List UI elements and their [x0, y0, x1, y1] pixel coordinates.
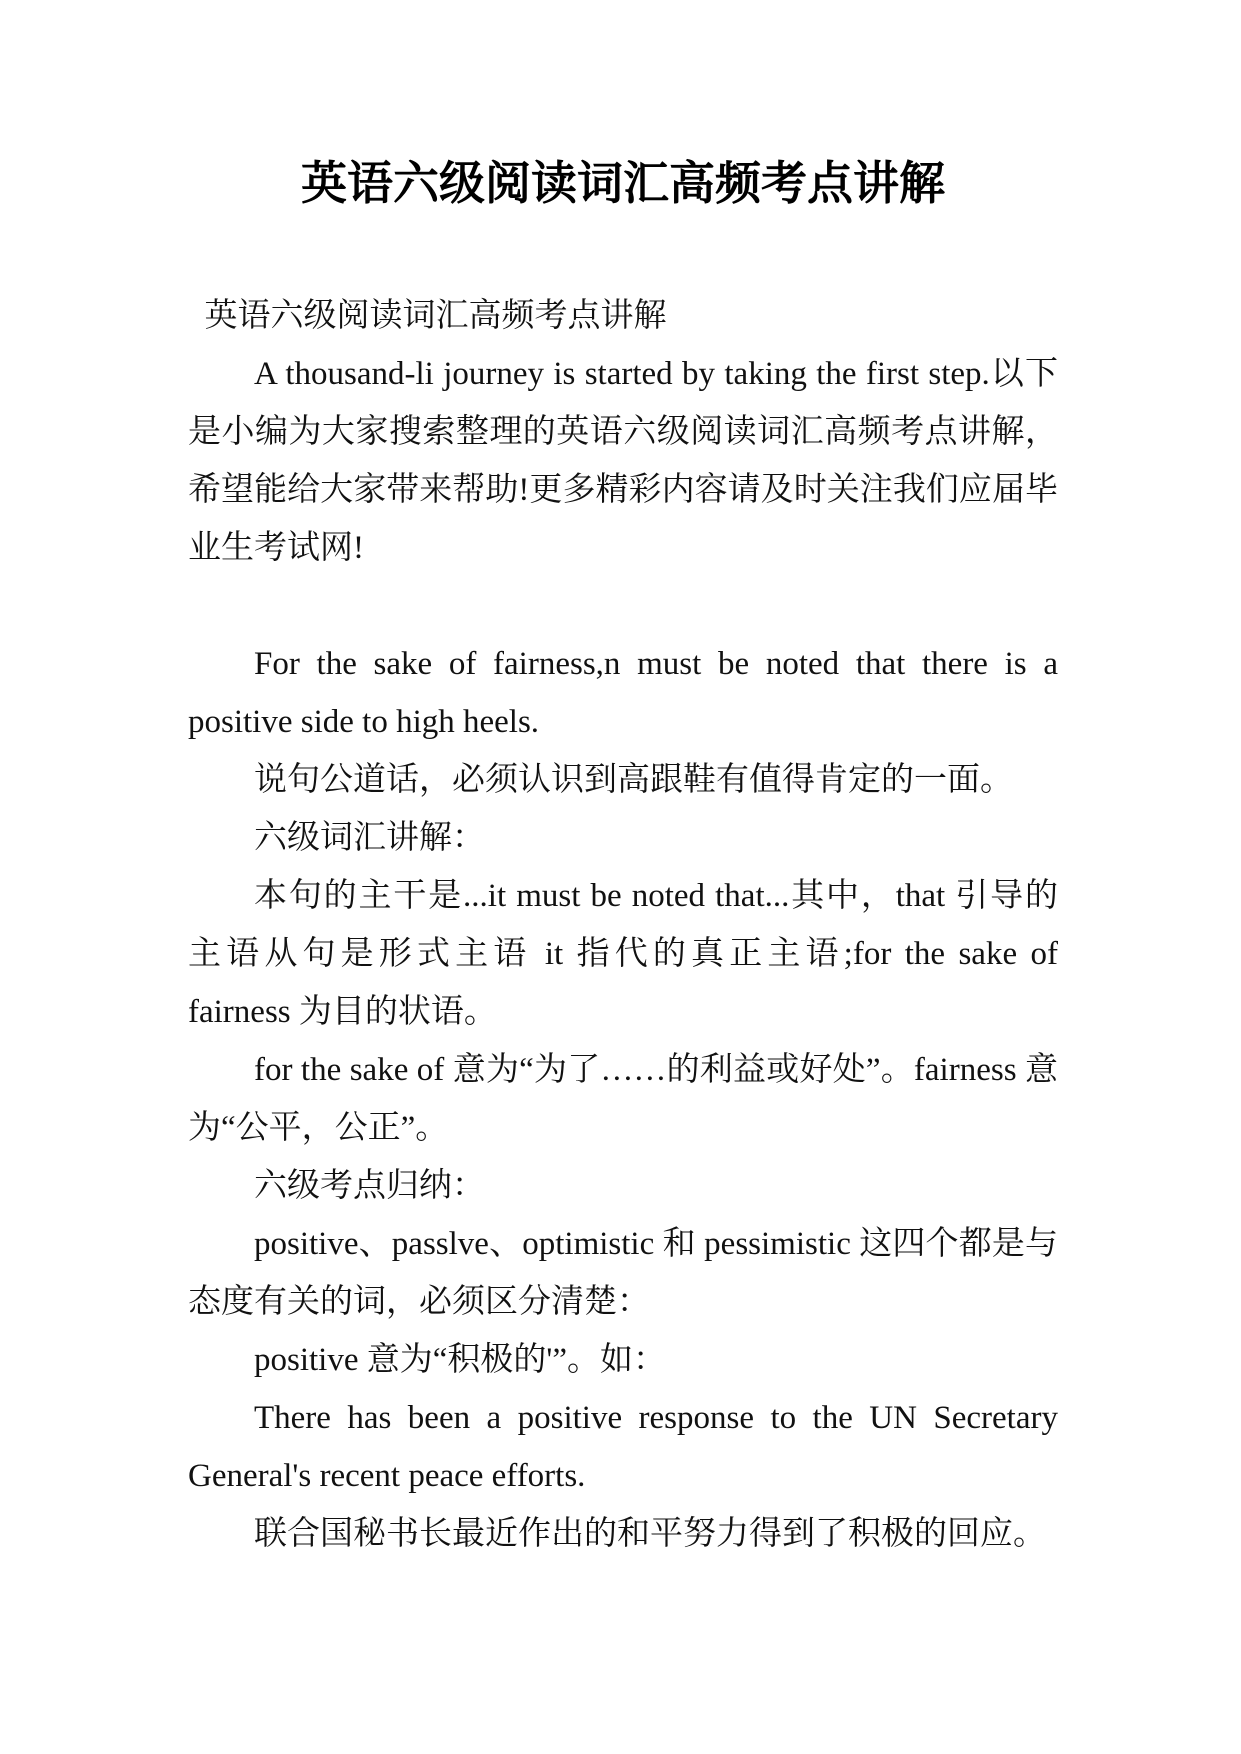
example-sentence-translation-2: 联合国秘书长最近作出的和平努力得到了积极的回应。: [254, 1516, 1046, 1552]
sentence-structure-explanation: 本句的主干是...it must be noted that...其中，that 引导的主语从句是形式主语 it 指代的真正主语;for the sake of fairness 为目的状语。: [188, 878, 1058, 1030]
example-sentence-translation: 说句公道话，必须认识到高跟鞋有值得肯定的一面。: [254, 762, 1013, 798]
example-sentence-english: For the sake of fairness,n must be noted that there is a positive side to high heels.: [188, 646, 1058, 740]
section-heading-key-points: 六级考点归纳：: [254, 1168, 485, 1204]
word-meaning-paragraph: positive 意为“积极的'”。如：: [254, 1342, 666, 1378]
key-points-paragraph: positive、passlve、optimistic 和 pessimistic 这四个都是与态度有关的词，必须区分清楚：: [188, 1226, 1058, 1320]
section-heading-vocabulary: 六级词汇讲解：: [254, 820, 485, 856]
document-subtitle: 英语六级阅读词汇高频考点讲解: [204, 298, 667, 334]
intro-paragraph: A thousand-li journey is started by taking the first step.以下是小编为大家搜索整理的英语六级阅读词汇高频考点讲解，希望能给大家带来帮助!更多精彩内容请及时关注我们应届毕业生考试网!: [188, 356, 1058, 566]
document-title: 英语六级阅读词汇高频考点讲解: [301, 158, 945, 209]
phrase-meaning-explanation: for the sake of 意为“为了……的利益或好处”。fairness 意为“公平，公正”。: [188, 1052, 1058, 1146]
example-sentence-english-2: There has been a positive response to the UN Secretary General's recent peace efforts.: [188, 1400, 1058, 1494]
document-body: [188, 287, 1058, 1563]
